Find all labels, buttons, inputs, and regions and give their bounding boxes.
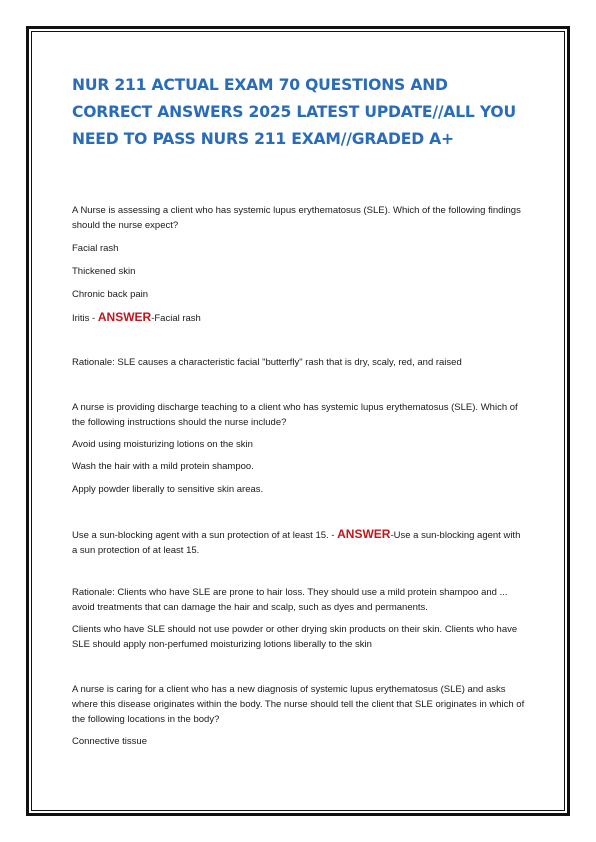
q3-option-1: Connective tissue xyxy=(72,736,147,747)
answer-label: ANSWER xyxy=(337,527,391,541)
document-title: NUR 211 ACTUAL EXAM 70 QUESTIONS AND CORRECT ANSWERS 2025 LATEST UPDATE//ALL YOU NEED TO PASS NURS 211 EXAM//GRADED A+ xyxy=(72,76,516,148)
q1-answer: -Facial rash xyxy=(151,313,201,324)
q1-answer-line xyxy=(72,310,527,326)
q1-option-2: Thickened skin xyxy=(72,266,136,277)
question-1-text: A Nurse is assessing a client who has systemic lupus erythematosus (SLE). Which of the following findings should the nurse expect? xyxy=(72,205,521,231)
q1-option-3: Chronic back pain xyxy=(72,289,149,300)
q2-rationale-2: Clients who have SLE should not use powder or other drying skin products on their skin. Clients who have SLE should apply non-perfumed moisturizing lotions liberally to the skin xyxy=(72,624,518,650)
document-body xyxy=(72,203,527,749)
q1-option-4: Iritis - xyxy=(72,313,98,324)
q1-option-1: Facial rash xyxy=(72,243,119,254)
q1-rationale: Rationale: SLE causes a characteristic facial "butterfly" rash that is dry, scaly, red, and raised xyxy=(72,357,462,368)
q2-option-4: Use a sun-blocking agent with a sun protection of at least 15. - xyxy=(72,530,338,541)
question-3-text: A nurse is caring for a client who has a new diagnosis of systemic lupus erythematosus (SLE) and asks where this disease originates within the body. The nurse should tell the client that SLE originates in which of the following locations in the body? xyxy=(72,684,525,725)
q2-answer-line xyxy=(72,527,527,558)
q2-rationale: Rationale: Clients who have SLE are prone to hair loss. They should use a mild protein shampoo and ... avoid treatments that can damage the hair and scalp, such as dyes and permanents. xyxy=(72,587,508,613)
q2-option-2: Wash the hair with a mild protein shampoo. xyxy=(72,461,254,472)
question-2-text: A nurse is providing discharge teaching to a client who has systemic lupus erythematosus (SLE). Which of the following instructions should the nurse include? xyxy=(72,402,518,428)
q2-option-3: Apply powder liberally to sensitive skin areas. xyxy=(72,484,264,495)
q2-answer: -Use a sun-blocking agent with a sun protection of at least 15. xyxy=(72,530,521,556)
q2-option-1: Avoid using moisturizing lotions on the skin xyxy=(72,439,253,450)
answer-label: ANSWER xyxy=(97,310,152,324)
